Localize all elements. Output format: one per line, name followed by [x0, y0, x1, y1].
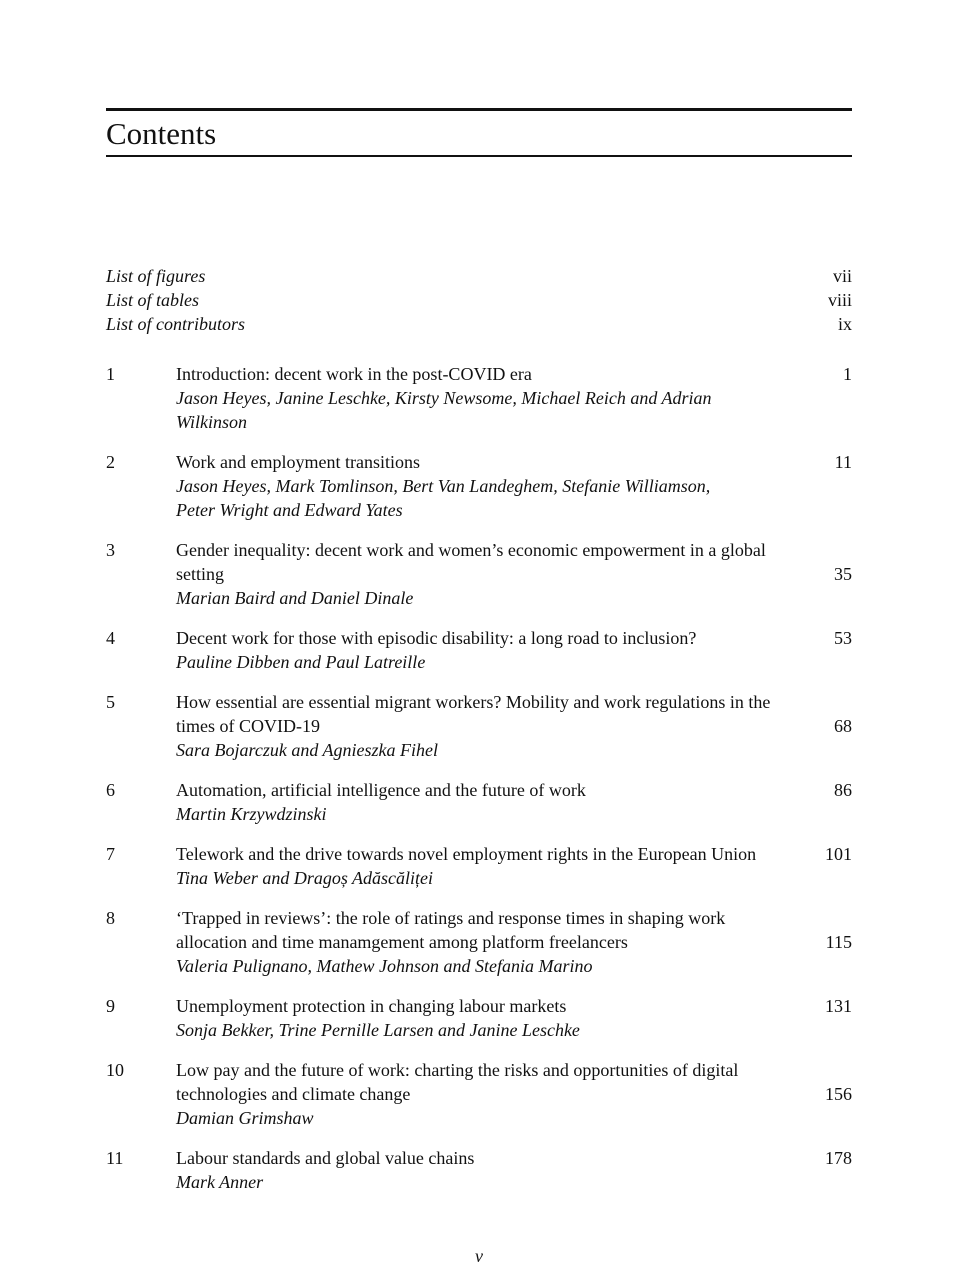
chapter-title-row — [176, 1058, 852, 1106]
chapter-title: Low pay and the future of work: charting the risks and opportunities of digital technologies and climate change — [176, 1060, 739, 1104]
chapter-page: 115 — [825, 932, 852, 952]
chapter-number: 2 — [106, 452, 115, 472]
chapter-number: 4 — [106, 628, 115, 648]
chapter-page: 86 — [834, 780, 852, 800]
chapter-authors: Jason Heyes, Janine Leschke, Kirsty Newsome, Michael Reich and Adrian Wilkinson — [176, 388, 712, 432]
chapter-title-row — [176, 906, 852, 954]
chapter-page: 178 — [825, 1148, 852, 1168]
chapter-number: 7 — [106, 844, 115, 864]
chapter-page: 53 — [834, 628, 852, 648]
chapter-page: 131 — [825, 996, 852, 1016]
chapter-title-row — [176, 626, 852, 650]
front-matter-page: ix — [837, 314, 852, 334]
front-matter-label: List of contributors — [106, 314, 246, 334]
chapter-entry[interactable] — [106, 778, 852, 826]
front-matter-label: List of figures — [106, 266, 206, 286]
chapter-body — [176, 450, 852, 522]
chapter-number: 11 — [106, 1148, 124, 1168]
title-rule-top — [106, 108, 852, 111]
chapter-title: Automation, artificial intelligence and the future of work — [176, 780, 586, 800]
chapter-body — [176, 362, 852, 434]
chapter-entry[interactable] — [106, 690, 852, 762]
chapter-authors: Pauline Dibben and Paul Latreille — [176, 652, 426, 672]
chapter-entry[interactable] — [106, 626, 852, 674]
chapter-page: 35 — [834, 564, 852, 584]
chapter-title: Unemployment protection in changing labour markets — [176, 996, 567, 1016]
chapter-authors: Sara Bojarczuk and Agnieszka Fihel — [176, 740, 438, 760]
chapter-title: Decent work for those with episodic disability: a long road to inclusion? — [176, 628, 697, 648]
chapter-entry[interactable] — [106, 842, 852, 890]
chapter-body — [176, 1146, 852, 1194]
chapter-page: 156 — [825, 1084, 852, 1104]
chapter-title-row — [176, 450, 852, 474]
chapter-title: Telework and the drive towards novel employment rights in the European Union — [176, 844, 757, 864]
front-matter-item-contributors[interactable] — [106, 312, 852, 336]
chapter-title-row — [176, 778, 852, 802]
chapter-title: Introduction: decent work in the post-COVID era — [176, 364, 532, 384]
chapter-entry[interactable] — [106, 1146, 852, 1194]
chapter-number: 1 — [106, 364, 115, 384]
chapter-authors: Valeria Pulignano, Mathew Johnson and Stefania Marino — [176, 956, 593, 976]
chapter-entry[interactable] — [106, 538, 852, 610]
chapter-number: 5 — [106, 692, 115, 712]
chapter-number: 10 — [106, 1060, 124, 1080]
chapter-authors: Jason Heyes, Mark Tomlinson, Bert Van Landeghem, Stefanie Williamson, Peter Wright and Edward Yates — [176, 476, 711, 520]
front-matter-list — [106, 264, 852, 336]
chapter-title-row — [176, 994, 852, 1018]
chapter-page: 11 — [834, 452, 852, 472]
front-matter-label: List of tables — [106, 290, 200, 310]
chapter-page: 68 — [834, 716, 852, 736]
chapter-entry[interactable] — [106, 994, 852, 1042]
chapter-authors: Martin Krzywdzinski — [176, 804, 327, 824]
chapter-authors: Sonja Bekker, Trine Pernille Larsen and Janine Leschke — [176, 1020, 580, 1040]
chapter-title-row — [176, 1146, 852, 1170]
title-rule-bottom — [106, 155, 852, 157]
front-matter-item-tables[interactable] — [106, 288, 852, 312]
chapter-authors: Marian Baird and Daniel Dinale — [176, 588, 414, 608]
chapter-body — [176, 626, 852, 674]
chapter-entry[interactable] — [106, 362, 852, 434]
page-title: Contents — [106, 116, 217, 151]
chapter-title-row — [176, 842, 852, 866]
chapter-body — [176, 906, 852, 978]
chapter-list — [106, 362, 852, 1210]
chapter-number: 8 — [106, 908, 115, 928]
front-matter-item-figures[interactable] — [106, 264, 852, 288]
front-matter-page: vii — [832, 266, 852, 286]
chapter-body — [176, 842, 852, 890]
chapter-title-row — [176, 362, 852, 386]
chapter-authors: Damian Grimshaw — [176, 1108, 314, 1128]
chapter-body — [176, 778, 852, 826]
chapter-authors: Mark Anner — [176, 1172, 264, 1192]
chapter-number: 3 — [106, 540, 115, 560]
chapter-body — [176, 1058, 852, 1130]
chapter-title: How essential are essential migrant workers? Mobility and work regulations in the times of COVID-19 — [176, 692, 771, 736]
chapter-number: 6 — [106, 780, 115, 800]
chapter-title-row — [176, 690, 852, 738]
chapter-title-row — [176, 538, 852, 586]
front-matter-page: viii — [827, 290, 852, 310]
chapter-page: 101 — [825, 844, 852, 864]
chapter-entry[interactable] — [106, 1058, 852, 1130]
chapter-entry[interactable] — [106, 450, 852, 522]
chapter-body — [176, 994, 852, 1042]
chapter-title: ‘Trapped in reviews’: the role of ratings and response times in shaping work allocation and time manamgement among platform freelancers — [176, 908, 726, 952]
chapter-title: Gender inequality: decent work and women’s economic empowerment in a global setting — [176, 540, 766, 584]
chapter-body — [176, 690, 852, 762]
chapter-entry[interactable] — [106, 906, 852, 978]
chapter-page: 1 — [843, 364, 852, 384]
chapter-body — [176, 538, 852, 610]
chapter-number: 9 — [106, 996, 115, 1016]
chapter-title: Work and employment transitions — [176, 452, 421, 472]
chapter-title: Labour standards and global value chains — [176, 1148, 475, 1168]
page-folio: v — [475, 1246, 483, 1266]
chapter-authors: Tina Weber and Dragoș Adăscăliței — [176, 868, 434, 888]
